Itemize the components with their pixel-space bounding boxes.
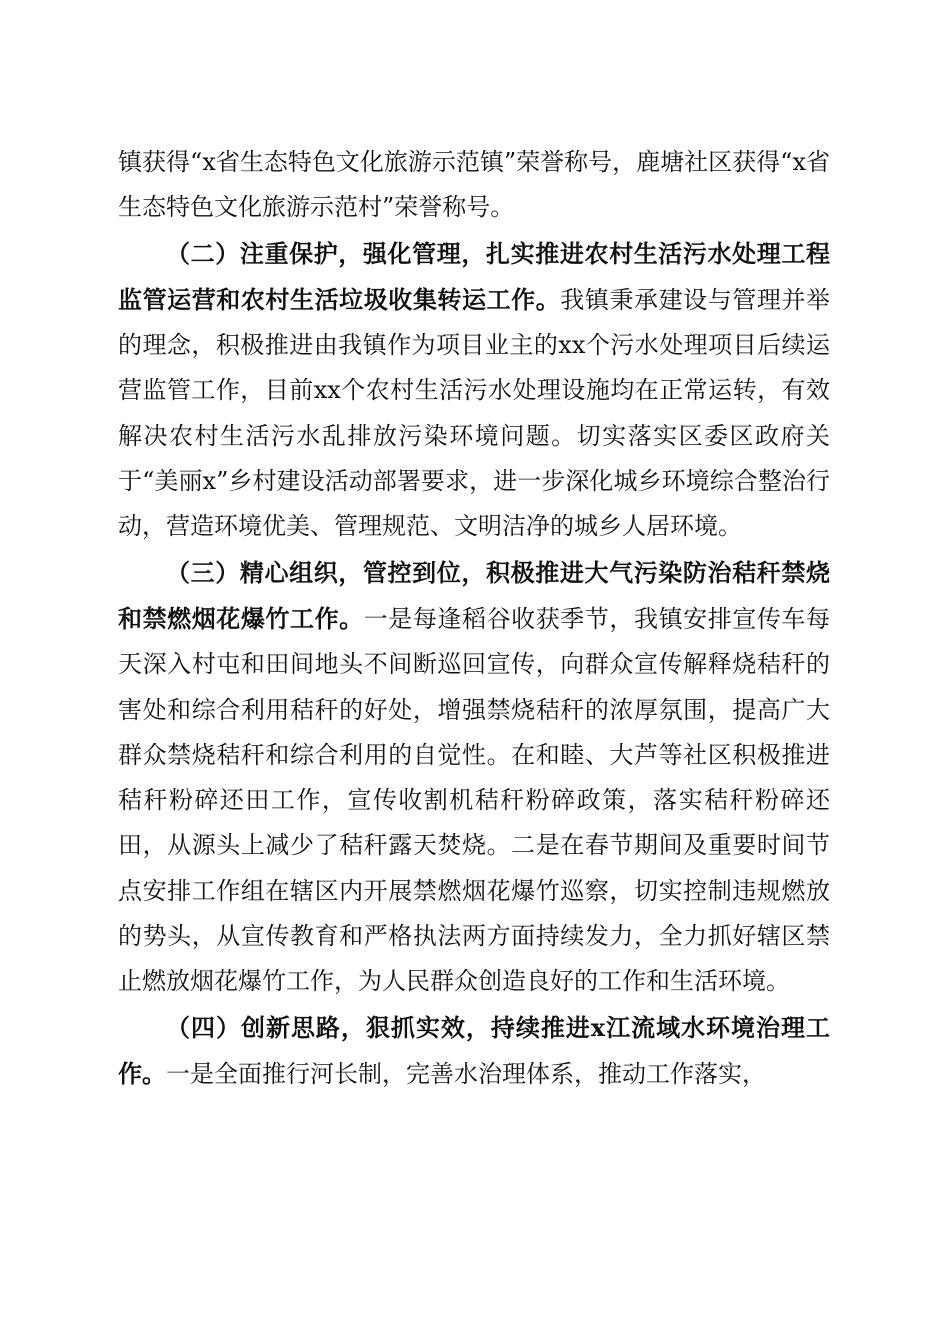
paragraph-text: 镇获得“x省生态特色文化旅游示范镇”荣誉称号，鹿塘社区获得“x省生态特色文化旅游示范村”荣誉称号。 — [118, 148, 830, 222]
paragraph-section-2 — [118, 231, 830, 550]
paragraph-section-4 — [118, 1005, 830, 1098]
paragraph-section-3 — [118, 550, 830, 1005]
section-heading: （二）注重保护，强化管理，扎实推进农村生活污水处理工程监管运营和农村生活垃圾收集转运工作。 — [118, 238, 830, 314]
section-heading: （三）精心组织，管控到位，积极推进大气污染防治秸秆禁烧和禁燃烟花爆竹工作。 — [118, 557, 830, 633]
document-body — [118, 140, 830, 1097]
paragraph-text: 一是全面推行河长制，完善水治理体系，推动工作落实， — [166, 1059, 766, 1088]
paragraph-text: 我镇秉承建设与管理并举的理念，积极推进由我镇作为项目业主的xx个污水处理项目后续运营监管工作，目前xx个农村生活污水处理设施均在正常运转，有效解决农村生活污水乱排放污染环境问题。切实落实区委区政府关于“美丽x”乡村建设活动部署要求，进一步深化城乡环境综合整治行动，营造环境优美、管理规范、文明洁净的城乡人居环境。 — [118, 285, 831, 541]
paragraph-text: 一是每逢稻谷收获季节，我镇安排宣传车每天深入村屯和田间地头不间断巡回宣传，向群众宣传解释烧秸秆的害处和综合利用秸秆的好处，增强禁烧秸秆的浓厚氛围，提高广大群众禁烧秸秆和综合利用的自觉性。在和睦、大芦等社区积极推进秸秆粉碎还田工作，宣传收割机秸秆粉碎政策，落实秸秆粉碎还田，从源头上减少了秸秆露天焚烧。二是在春节期间及重要时间节点安排工作组在辖区内开展禁燃烟花爆竹巡察，切实控制违规燃放的势头，从宣传教育和严格执法两方面持续发力，全力抓好辖区禁止燃放烟花爆竹工作，为人民群众创造良好的工作和生活环境。 — [118, 604, 831, 996]
section-heading: （四）创新思路，狠抓实效，持续推进x江流域水环境治理工作。 — [118, 1012, 830, 1088]
paragraph-continuation — [118, 140, 830, 231]
